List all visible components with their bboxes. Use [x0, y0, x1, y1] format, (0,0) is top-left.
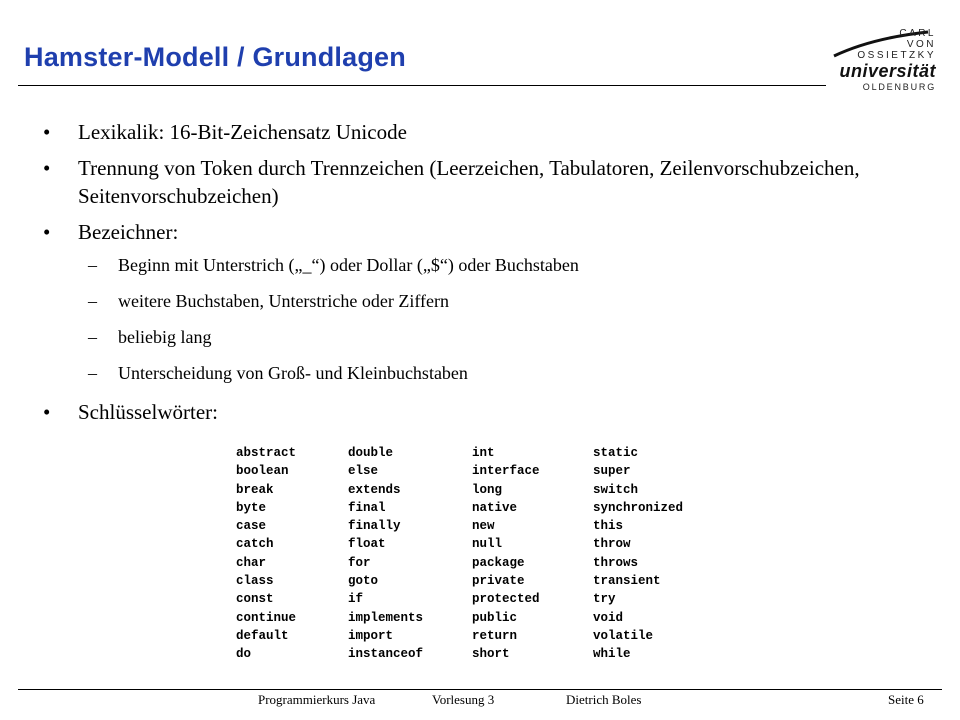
keyword-cell: transient	[593, 574, 661, 589]
bullet-trennung	[40, 154, 900, 210]
dash-icon: –	[88, 327, 97, 347]
keyword-cell: final	[348, 500, 386, 515]
bullet-text: Trennung von Token durch Trennzeichen (Leerzeichen, Tabulatoren, Zeilenvorschubzeichen, Seitenvorschubzeichen)	[78, 156, 860, 208]
keyword-cell: extends	[348, 482, 401, 497]
keyword-cell: else	[348, 464, 379, 479]
keyword-cell: class	[236, 574, 274, 589]
sub-bullet-lang	[40, 326, 900, 348]
keyword-cell: void	[593, 610, 624, 625]
keyword-row	[236, 572, 683, 590]
keyword-row	[236, 609, 683, 627]
keyword-cell: interface	[472, 464, 540, 479]
keyword-cell: short	[472, 647, 510, 662]
keyword-cell: super	[593, 464, 631, 479]
slide-content	[40, 118, 900, 434]
keyword-cell: return	[472, 628, 518, 643]
keyword-cell: synchronized	[593, 500, 684, 515]
keyword-cell: while	[593, 647, 631, 662]
keyword-cell: try	[593, 592, 616, 607]
bullet-bezeichner	[40, 218, 900, 246]
footer-course: Programmierkurs Java	[258, 692, 376, 707]
sub-bullet-gross-klein	[40, 362, 900, 384]
keyword-cell: catch	[236, 537, 274, 552]
keyword-cell: finally	[348, 519, 401, 534]
footer-author: Dietrich Boles	[566, 692, 642, 707]
keyword-cell: new	[472, 519, 495, 534]
keyword-cell: protected	[472, 592, 540, 607]
dash-icon: –	[88, 291, 97, 311]
keyword-row	[236, 627, 683, 645]
keyword-row	[236, 590, 683, 608]
keyword-cell: implements	[348, 610, 424, 625]
keyword-cell: default	[236, 628, 289, 643]
bullet-lexikalik	[40, 118, 900, 146]
logo-line-universitaet: universität	[839, 61, 936, 81]
keyword-row	[236, 517, 683, 535]
footer-lecture: Vorlesung 3	[432, 692, 495, 707]
sub-bullet-text: Unterscheidung von Groß- und Kleinbuchstaben	[118, 363, 468, 383]
keyword-cell: throws	[593, 555, 639, 570]
logo-line-von: VON	[906, 39, 936, 50]
keyword-cell: public	[472, 610, 518, 625]
keyword-cell: instanceof	[348, 647, 424, 662]
logo-line-carl: CARL	[899, 28, 936, 39]
sub-bullet-text: beliebig lang	[118, 327, 212, 347]
keyword-cell: case	[236, 519, 267, 534]
keyword-cell: null	[472, 537, 503, 552]
bullet-schluesselwoerter	[40, 398, 900, 426]
footer-page-number: Seite 6	[888, 692, 924, 707]
bullet-text: Schlüsselwörter:	[78, 400, 218, 424]
keyword-cell: byte	[236, 500, 267, 515]
keyword-row	[236, 645, 683, 663]
keyword-cell: continue	[236, 610, 297, 625]
bullet-dot-icon: •	[43, 220, 51, 244]
keyword-cell: switch	[593, 482, 639, 497]
logo-line-oldenburg: OLDENBURG	[862, 82, 936, 92]
keyword-cell: private	[472, 574, 525, 589]
keyword-cell: static	[593, 446, 639, 460]
keyword-cell: do	[236, 647, 252, 662]
university-logo	[832, 28, 940, 96]
footer-divider	[18, 689, 942, 690]
keyword-cell: native	[472, 500, 518, 515]
keyword-cell: package	[472, 555, 525, 570]
keyword-cell: const	[236, 592, 274, 607]
keyword-cell: throw	[593, 537, 631, 552]
keyword-cell: double	[348, 446, 394, 460]
keyword-cell: int	[472, 446, 495, 460]
sub-bullet-text: Beginn mit Unterstrich („_“) oder Dollar („$“) oder Buchstaben	[118, 255, 579, 275]
sub-bullet-beginn	[40, 254, 900, 276]
keyword-row	[236, 481, 683, 499]
keyword-row	[236, 554, 683, 572]
sub-bullet-text: weitere Buchstaben, Unterstriche oder Ziffern	[118, 291, 450, 311]
bullet-dot-icon: •	[43, 400, 51, 424]
keyword-table	[236, 444, 683, 664]
page-title: Hamster-Modell / Grundlagen	[24, 42, 406, 72]
title-divider	[18, 85, 826, 86]
sub-bullet-weitere	[40, 290, 900, 312]
keyword-cell: float	[348, 537, 386, 552]
keyword-cell: long	[472, 482, 503, 497]
keyword-cell: for	[348, 555, 371, 570]
keyword-cell: abstract	[236, 446, 297, 460]
bullet-dot-icon: •	[43, 120, 51, 144]
dash-icon: –	[88, 363, 97, 383]
keyword-cell: volatile	[593, 628, 654, 643]
keyword-row	[236, 462, 683, 480]
keyword-row	[236, 499, 683, 517]
keyword-row	[236, 444, 683, 462]
keyword-cell: import	[348, 628, 394, 643]
logo-line-ossietzky: OSSIETZKY	[857, 50, 936, 61]
keyword-cell: char	[236, 555, 267, 570]
keyword-cell: break	[236, 482, 274, 497]
keyword-cell: boolean	[236, 464, 289, 479]
dash-icon: –	[88, 255, 97, 275]
keyword-cell: this	[593, 519, 624, 534]
bullet-text: Bezeichner:	[78, 220, 179, 244]
keyword-cell: goto	[348, 574, 379, 589]
keyword-cell: if	[348, 592, 364, 607]
bullet-dot-icon: •	[43, 156, 51, 180]
keyword-row	[236, 535, 683, 553]
bullet-text: Lexikalik: 16-Bit-Zeichensatz Unicode	[78, 120, 407, 144]
